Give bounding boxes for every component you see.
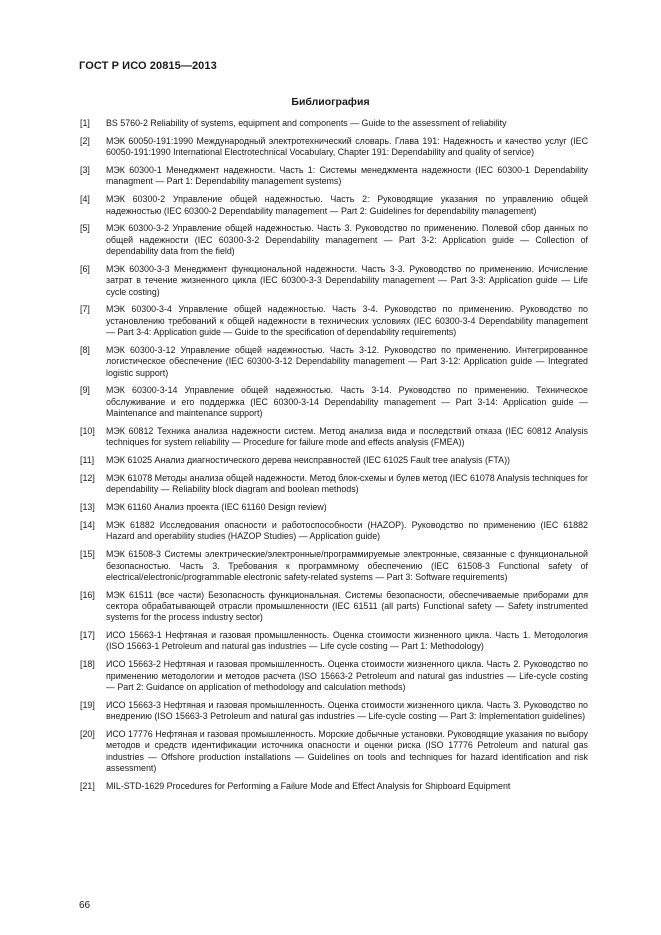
reference-number: [5]	[80, 223, 90, 234]
reference-number: [8]	[80, 344, 90, 355]
reference-item	[80, 194, 588, 217]
reference-text: МЭК 60300-2 Управление общей надежностью. Часть 2: Руководящие указания по управлению общей надежностью (IEC 60300-2 Dependability management — Part 2: Guidelines for dependability management)	[106, 194, 588, 216]
reference-item	[80, 520, 588, 543]
reference-number: [10]	[80, 425, 95, 436]
reference-item	[80, 455, 588, 466]
reference-item	[80, 729, 588, 774]
reference-item	[80, 165, 588, 188]
reference-item	[80, 502, 588, 513]
reference-item	[80, 136, 588, 159]
reference-text: MIL-STD-1629 Procedures for Performing a Failure Mode and Effect Analysis for Shipboard Equipment	[106, 780, 511, 791]
reference-text: ИСО 15663-1 Нефтяная и газовая промышленность. Оценка стоимости жизненного цикла. Часть 1. Методология (ISO 15663-1 Petroleum and natural gas industries — Life cycle costing — Part 1: Methodology)	[106, 630, 588, 652]
page-number: 66	[79, 900, 91, 911]
reference-text: МЭК 60812 Техника анализа надежности систем. Метод анализа вида и последствий отказа (IEC 60812 Analysis techniques for system reliability — Procedure for failure mode and effects analysis (FMEA))	[106, 425, 588, 448]
reference-number: [18]	[80, 659, 95, 670]
reference-item	[80, 590, 588, 624]
reference-item	[80, 345, 588, 379]
reference-item	[80, 385, 588, 419]
reference-item	[80, 264, 588, 298]
reference-text: ИСО 17776 Нефтяная и газовая промышленность. Морские добычные установки. Руководящие указания по выбору методов и средств идентификации источника опасности и оценки риска (ISO 17776 Petroleum and natural gas industries — Offshore production installations — Guidelines on tools and techniques for hazard identification and risk assessment)	[106, 729, 588, 773]
reference-item	[80, 426, 588, 449]
reference-number: [12]	[80, 472, 95, 483]
reference-text: МЭК 60050-191:1990 Международный электротехнический словарь. Глава 191: Надежность и качество услуг (IEC 60050-191:1990 International Electrotechnical Vocabulary, Chapter 191: Dependability and quality of service)	[106, 135, 588, 158]
reference-number: [1]	[80, 118, 90, 128]
reference-number: [3]	[80, 165, 90, 176]
reference-number: [7]	[80, 304, 90, 315]
reference-text: МЭК 61078 Методы анализа общей надежности. Метод блок-схемы и булев метод (IEC 61078 Analysis techniques for dependability — Reliability block diagram and boolean methods)	[106, 472, 588, 495]
reference-text: МЭК 61511 (все части) Безопасность функциональная. Системы безопасности, обеспечиваемые приборами для сектора обрабатывающей отрасли промышленности (IEC 61511 (all parts) Functional safety — Safety instrumented systems for the process industry sector)	[106, 589, 588, 623]
reference-item	[80, 118, 588, 129]
reference-number: [9]	[80, 385, 90, 396]
reference-number: [16]	[80, 589, 95, 600]
reference-number: [14]	[80, 520, 95, 531]
reference-item	[80, 700, 588, 723]
reference-number: [17]	[80, 630, 95, 641]
reference-text: МЭК 60300-3-4 Управление общей надежностью. Часть 3-4. Руководство по применению. Руководство по установлению требований к общей надежности в технических условиях (IEC 60300-3-4 Dependability management — Part 3-4: Application guide — Guide to the specification of dependability requirements)	[106, 304, 588, 338]
reference-text: МЭК 61882 Исследования опасности и работоспособности (HAZOP). Руководство по применению (IEC 61882 Hazard and operability studies (HAZOP Studies) — Application guide)	[106, 520, 588, 542]
reference-list	[80, 118, 588, 799]
reference-text: ИСО 15663-2 Нефтяная и газовая промышленность. Оценка стоимости жизненного цикла. Часть 2. Руководство по применению методологии и методов расчета (ISO 15663-2 Petroleum and natural gas industries — Life-cycle costing — Part 2: Guidance on application of methodology and calculation methods)	[106, 659, 588, 692]
reference-item	[80, 473, 588, 496]
reference-text: ИСО 15663-3 Нефтяная и газовая промышленность. Оценка стоимости жизненного цикла. Часть 3. Руководство по внедрению (ISO 15663-3 Petroleum and natural gas industries — Life-cycle costing — Part 3: Implementation guidelines)	[106, 699, 588, 722]
reference-number: [6]	[80, 263, 90, 274]
reference-number: [20]	[80, 729, 95, 740]
reference-number: [11]	[80, 455, 95, 466]
reference-text: МЭК 60300-3-12 Управление общей надежностью. Часть 3-12. Руководство по применению. Интегрированное логистическое обеспечение (IEC 60300-3-12 Dependability management — Part 3-12: Application guide — Integrated logistic support)	[106, 344, 588, 378]
reference-number: [4]	[80, 194, 90, 205]
reference-item	[80, 304, 588, 338]
reference-text: МЭК 60300-1 Менеджмент надежности. Часть 1: Системы менеджмента надежности (IEC 60300-1 Dependability managment — Part 1: Dependability management systems)	[106, 165, 588, 187]
reference-number: [2]	[80, 135, 90, 146]
reference-item	[80, 781, 588, 792]
reference-text: МЭК 60300-3-3 Менеджмент функциональной надежности. Часть 3-3. Руководство по применению. Исчисление затрат в течение жизненного цикла (IEC 60300-3-3 Dependability management — Part 3-3: Application guide — Life cycle costing)	[106, 263, 588, 297]
reference-text: МЭК 60300-3-14 Управление общей надежностью. Часть 3-14. Руководство по применению. Техническое обслуживание и его поддержка (IEC 60300-3-14 Dependability management — Part 3-14: Application guide — Maintenance and maintenance support)	[106, 385, 588, 418]
reference-text: МЭК 61160 Анализ проекта (IEC 61160 Design review)	[106, 502, 327, 513]
reference-item	[80, 659, 588, 693]
reference-number: [13]	[80, 502, 95, 513]
reference-item	[80, 630, 588, 653]
reference-number: [19]	[80, 699, 95, 710]
reference-text: МЭК 61508-3 Системы электрические/электронные/программируемые электронные, связанные с функциональной безопасностью. Часть 3. Требования к программному обеспечению (IEC 61508-3 Functional safety of electrical/electronic/programmable electronic safety-related systems — Part 3: Software requirements)	[106, 549, 588, 582]
reference-item	[80, 223, 588, 257]
bibliography-title: Библиография	[291, 96, 370, 108]
reference-text: BS 5760-2 Reliability of systems, equipment and components — Guide to the assessment of reliability	[106, 118, 507, 128]
reference-item	[80, 549, 588, 583]
document-header: ГОСТ Р ИСО 20815—2013	[79, 60, 217, 72]
reference-number: [21]	[80, 780, 95, 791]
reference-number: [15]	[80, 549, 95, 560]
reference-text: МЭК 60300-3-2 Управление общей надежностью. Часть 3. Руководство по применению. Полевой сбор данных по общей надежности (IEC 60300-3-2 Dependability management — Part 3-2: Application guide — Collection of dependability data from the field)	[106, 223, 588, 257]
reference-text: МЭК 61025 Анализ диагностического дерева неисправностей (IEC 61025 Fault tree analysis (FTA))	[106, 455, 510, 466]
